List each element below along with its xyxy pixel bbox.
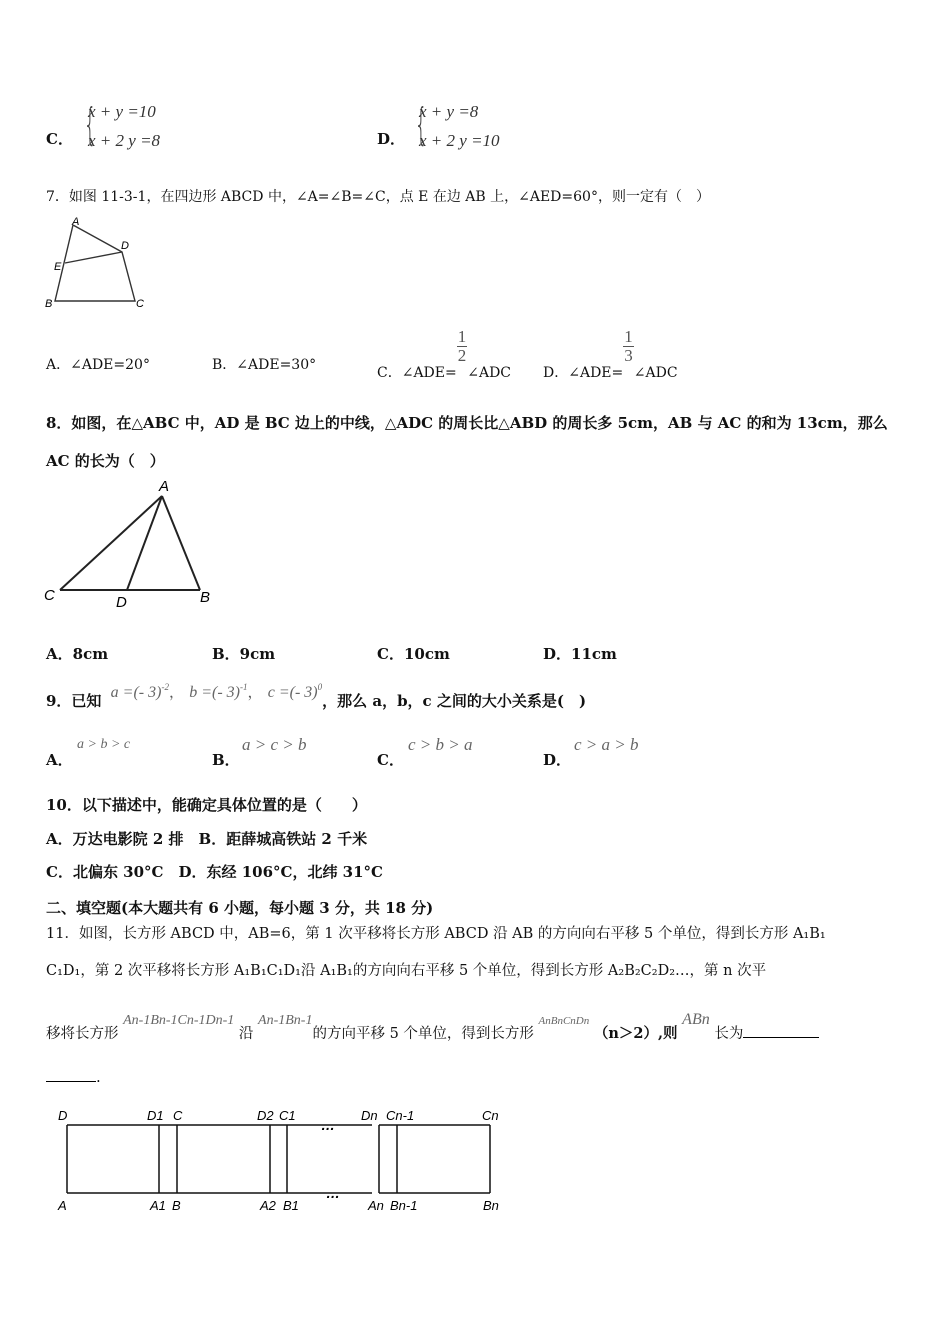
q11-along: 沿	[238, 1026, 254, 1042]
q11-label-d: D	[58, 1108, 68, 1123]
q10-options-cd: C．北偏东 30°C D．东经 106°C，北纬 31°C	[46, 863, 383, 881]
q9-a-exponent: -2	[161, 682, 169, 692]
q11-label-an: An	[368, 1198, 384, 1213]
q11-label-a2: A2	[260, 1198, 276, 1213]
q7-option-c-den: 2	[457, 346, 467, 365]
q6-option-d-eq2: x + 2 y =10	[419, 131, 500, 150]
q11-label-b1: B1	[283, 1198, 299, 1213]
q9-option-d-label: D．	[543, 751, 572, 769]
q11-label-d1: D1	[147, 1108, 164, 1123]
q9-separator-1: ，	[168, 683, 184, 701]
q8-stem-line2: AC 的长为（ ）	[46, 452, 165, 470]
q7-quadrilateral-figure	[40, 212, 155, 312]
q6-option-d-label: D．	[377, 130, 406, 148]
q7-option-d-pre: D．∠ADE=	[543, 364, 624, 381]
q7-option-c	[377, 327, 512, 381]
q8-option-c: C．10cm	[377, 645, 450, 663]
q7-label-d: D	[121, 240, 129, 252]
q9-option-a-label: A．	[46, 751, 73, 769]
q6-option-c-brace: {	[83, 99, 97, 150]
q7-option-c-pre: C．∠ADE=	[377, 364, 457, 381]
q11-line3-mid: 的方向平移 5 个单位，得到长方形	[312, 1026, 534, 1042]
q7-option-d-den: 3	[624, 346, 633, 365]
q11-line4-period: .	[96, 1068, 101, 1086]
q7-stem: 7．如图 11-3-1，在四边形 ABCD 中，∠A=∠B=∠C，点 E 在边 AB 上，∠AED=60°，则一定有（ ）	[46, 189, 710, 205]
q7-option-c-fraction	[457, 328, 468, 365]
q11-line2: C₁D₁，第 2 次平移将长方形 A₁B₁C₁D₁沿 A₁B₁的方向向右平移 5 个单位，得到长方形 A₂B₂C₂D₂…，第 n 次平	[46, 963, 767, 979]
q8-side-ca	[60, 496, 162, 590]
q11-label-cn: Cn	[482, 1108, 499, 1123]
q11-label-dn: Dn	[361, 1108, 378, 1123]
q9-stem-pre: 9．已知	[46, 692, 102, 710]
q10-stem: 10．以下描述中，能确定具体位置的是（ ）	[46, 796, 367, 814]
q7-label-c: C	[136, 298, 144, 310]
q7-option-d-fraction	[623, 328, 634, 365]
q7-option-d-post: ∠ADC	[633, 364, 678, 381]
q8-label-a: A	[159, 478, 170, 495]
q8-stem-line1: 8．如图，在△ABC 中，AD 是 BC 边上的中线，△ADC 的周长比△ABD 的周长多 5cm，AB 与 AC 的和为 13cm，那么	[46, 414, 888, 432]
q7-label-e: E	[54, 261, 62, 273]
q11-label-bn1: Bn-1	[390, 1198, 418, 1213]
q11-label-c1: C1	[279, 1108, 296, 1123]
q8-label-b: B	[200, 589, 211, 606]
q9-option-a-expr: a > b > c	[77, 737, 131, 752]
q6-option-c-label: C．	[46, 130, 73, 148]
q7-segment-ed	[65, 252, 122, 263]
q8-triangle-figure	[38, 474, 223, 614]
q6-option-c-eq2: x + 2 y =8	[88, 131, 161, 150]
q9-option-c-expr: c > b > a	[408, 735, 473, 754]
q11-side-prev: An-1Bn-1	[258, 1013, 313, 1028]
q9-stem-post: ，那么 a，b，c 之间的大小关系是( )	[322, 692, 587, 710]
q7-option-b: B．∠ADE=30°	[212, 357, 317, 373]
q8-side-ab	[162, 496, 200, 590]
q11-line1: 11．如图，长方形 ABCD 中，AB=6，第 1 次平移将长方形 ABCD 沿 AB 的方向向右平移 5 个单位，得到长方形 A₁B₁	[46, 926, 826, 942]
q11-answer-blank[interactable]	[743, 1037, 819, 1038]
q11-condition: （n＞2）,则	[593, 1025, 678, 1042]
q11-rect-prev: An-1Bn-1Cn-1Dn-1	[123, 1013, 235, 1028]
q11-label-a1: A1	[150, 1198, 166, 1213]
q8-label-d: D	[116, 594, 127, 611]
q9-b-exponent: -1	[239, 682, 248, 692]
q8-label-c: C	[44, 587, 55, 604]
q7-option-c-num: 1	[457, 327, 467, 346]
q7-option-d	[543, 327, 678, 381]
q9-a-expression	[111, 684, 169, 701]
q11-line3-pre: 移将长方形	[46, 1026, 119, 1042]
q8-option-a: A．8cm	[46, 645, 109, 663]
q9-c-base: c =(- 3)	[267, 684, 318, 701]
q7-label-b: B	[45, 298, 53, 310]
q8-median-ad	[127, 496, 162, 590]
q11-line3	[46, 1008, 819, 1042]
q11-label-d2: D2	[257, 1108, 274, 1123]
q9-option-c-label: C．	[377, 751, 404, 769]
q6-option-d-eq1: x + y =8	[419, 102, 479, 121]
q11-label-bn: Bn	[483, 1198, 499, 1213]
q9-option-b-expr: a > c > b	[242, 735, 307, 754]
q11-label-b: B	[172, 1198, 181, 1213]
section-2-title: 二、填空题(本大题共有 6 小题，每小题 3 分，共 18 分)	[46, 899, 434, 917]
q9-option-d-expr: c > a > b	[574, 735, 639, 754]
q11-line4	[46, 1068, 101, 1086]
q8-option-b: B．9cm	[212, 645, 276, 663]
q7-label-a: A	[72, 216, 80, 228]
q8-option-d: D．11cm	[543, 645, 617, 663]
q7-option-a: A．∠ADE=20°	[46, 357, 150, 373]
q9-c-exponent: 0	[317, 682, 323, 692]
q6-option-c-eq1: x + y =10	[88, 102, 156, 121]
q9-option-b-label: B．	[212, 751, 240, 769]
q9-b-expression	[189, 684, 247, 701]
q6-option-d-brace: {	[414, 99, 428, 150]
q9-b-base: b =(- 3)	[189, 684, 240, 701]
q11-line3-post: 长为	[714, 1026, 744, 1042]
q11-rectangles-figure	[50, 1100, 520, 1220]
q11-label-c: C	[173, 1108, 183, 1123]
q9-a-base: a =(- 3)	[110, 684, 162, 701]
q7-option-c-post: ∠ADC	[467, 364, 512, 381]
q11-ellipsis-top: …	[321, 1117, 335, 1133]
q11-abn: ABn	[682, 1011, 710, 1028]
q9-separator-2: ，	[247, 683, 263, 701]
q11-label-a: A	[58, 1198, 67, 1213]
q11-ellipsis-bottom: …	[326, 1185, 340, 1201]
q9-c-expression	[268, 684, 322, 701]
q9-stem	[46, 682, 587, 711]
q11-answer-blank-cont[interactable]	[46, 1081, 96, 1082]
q7-option-d-num: 1	[624, 327, 633, 346]
q11-rect-n: AnBnCnDn	[538, 1015, 590, 1027]
q10-options-ab: A．万达电影院 2 排 B．距薛城高铁站 2 千米	[46, 830, 368, 848]
q11-label-cn1: Cn-1	[386, 1108, 415, 1123]
